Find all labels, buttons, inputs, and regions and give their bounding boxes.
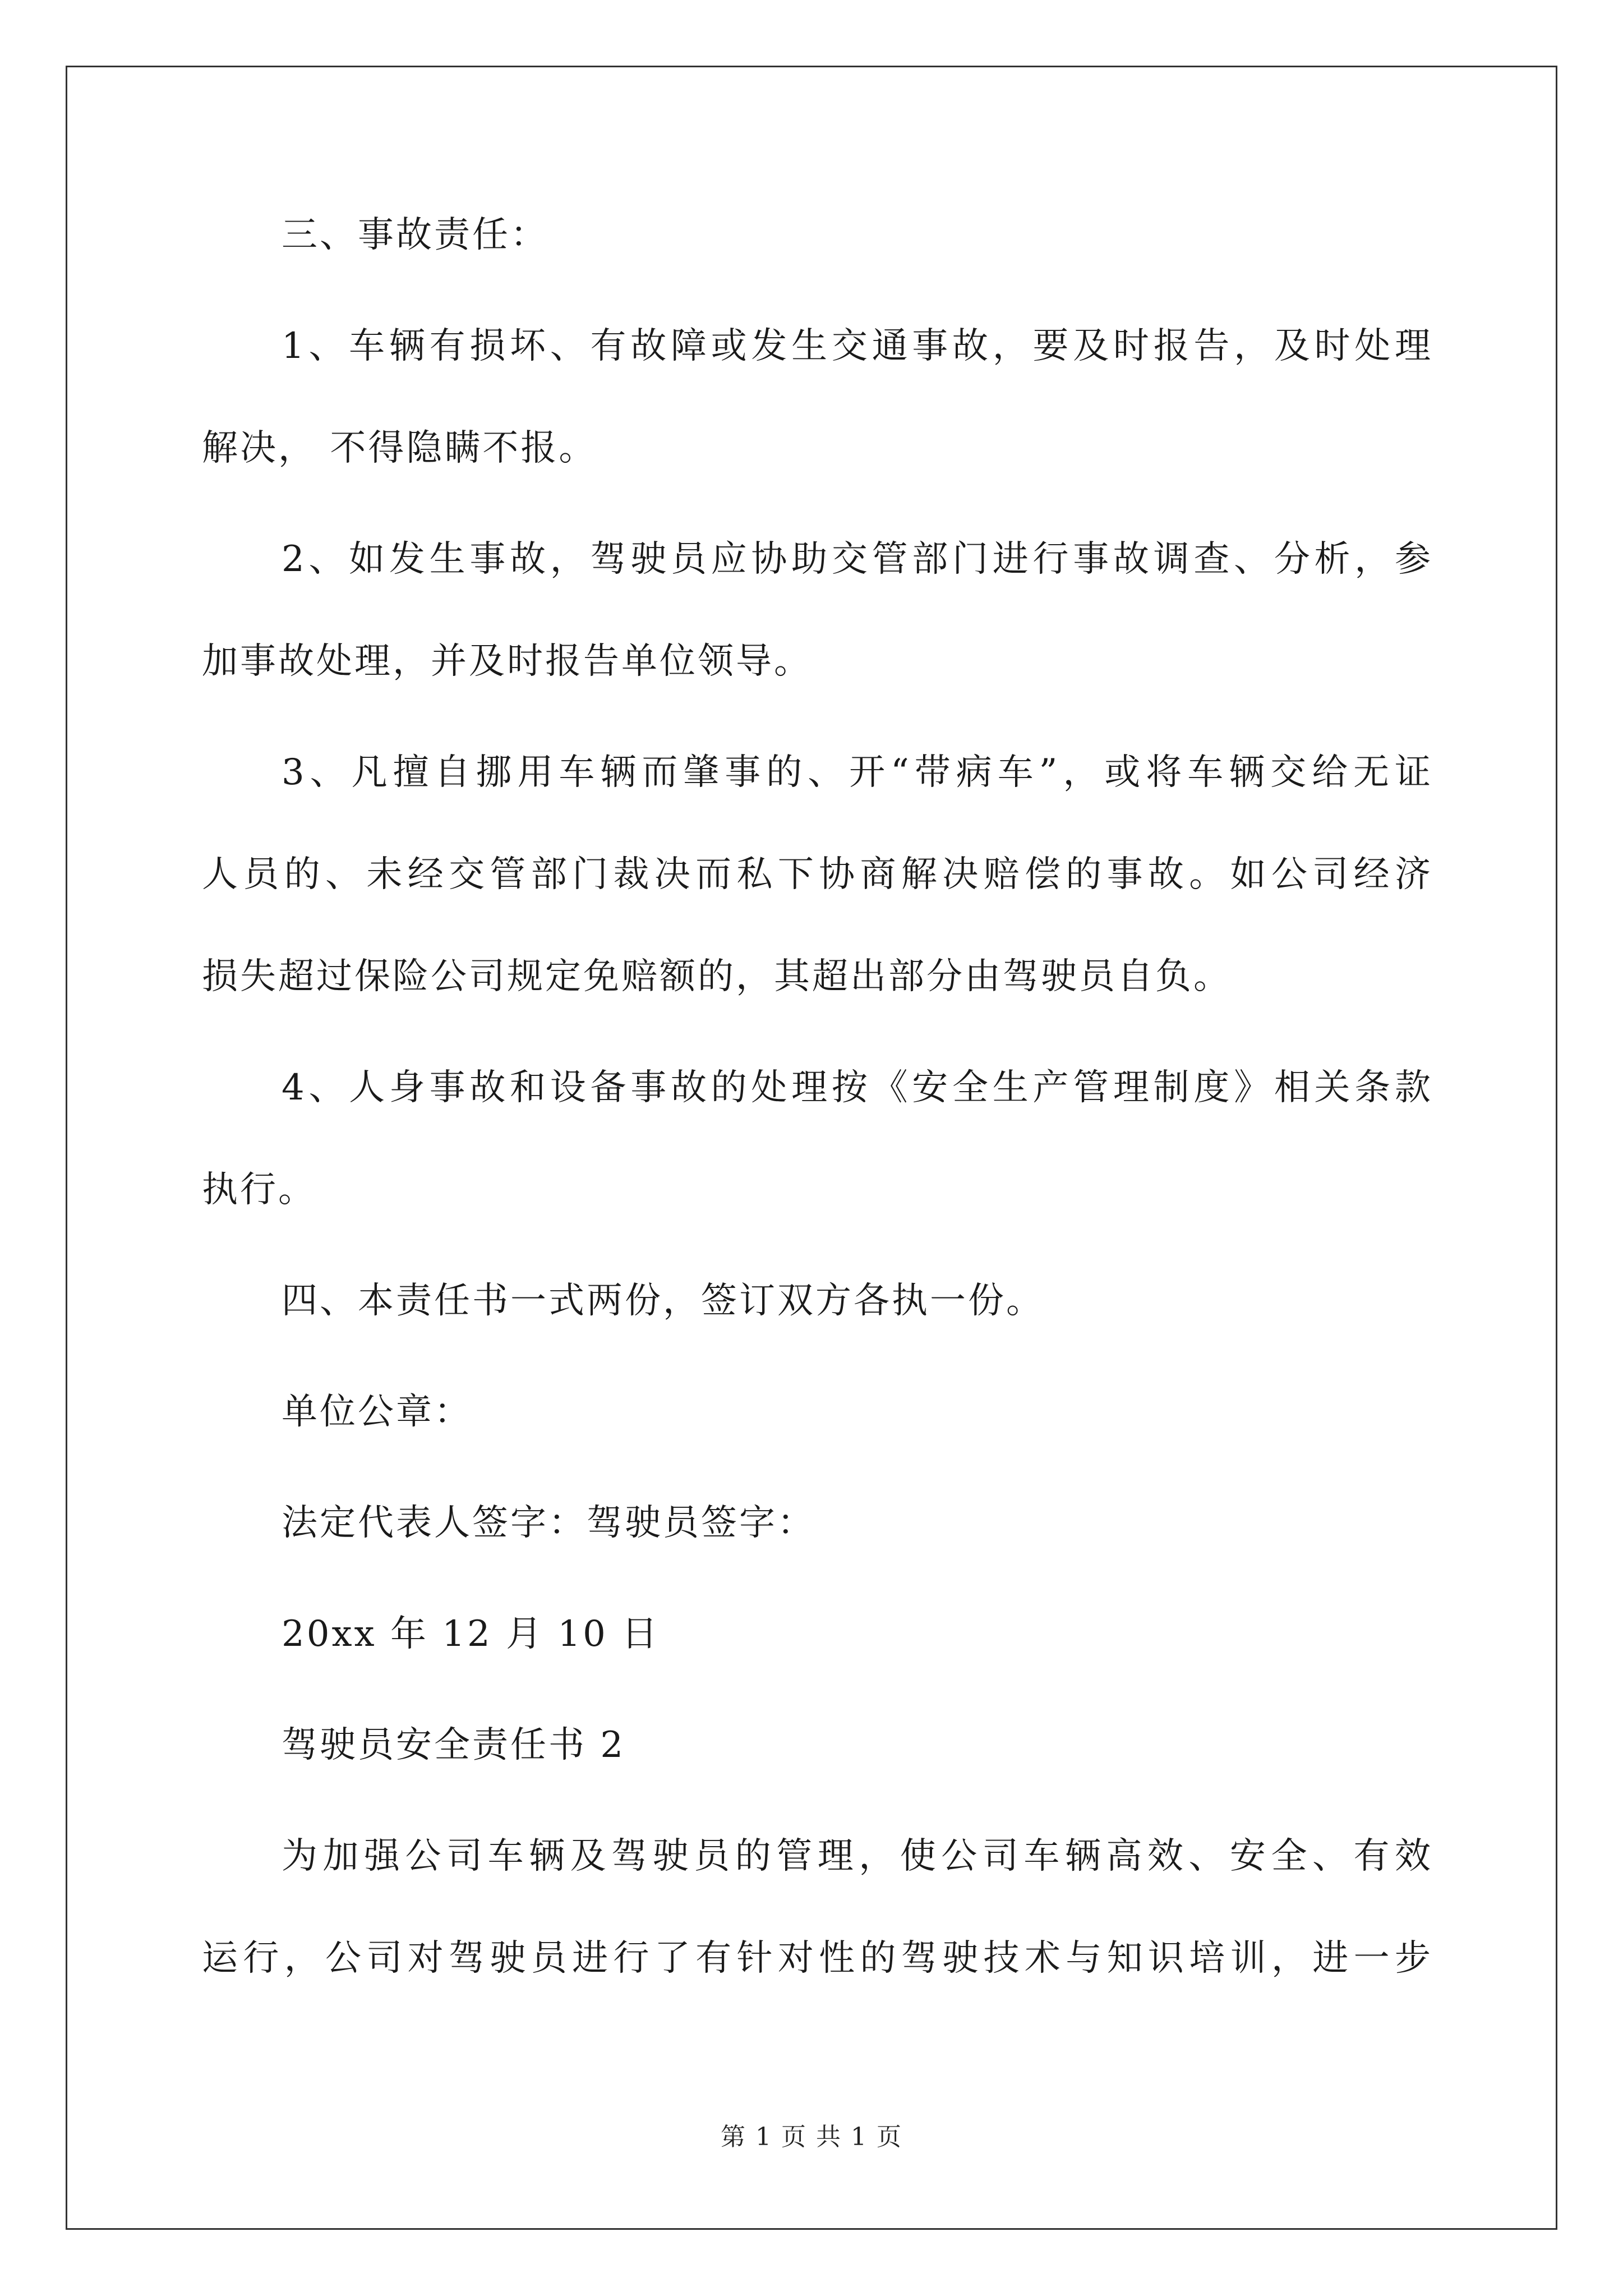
signature-label: 法定代表人签字：驾驶员签字： bbox=[282, 1502, 815, 1544]
paragraph-line: 4、人身事故和设备事故的处理按《安全生产管理制度》相关条款 bbox=[282, 1067, 1433, 1108]
paragraph-line: 3、凡擅自挪用车辆而肇事的、开“带病车”，或将车辆交给无证 bbox=[282, 752, 1433, 793]
document-title: 驾驶员安全责任书 2 bbox=[282, 1724, 626, 1766]
paragraph-line: 为加强公司车辆及驾驶员的管理，使公司车辆高效、安全、有效 bbox=[282, 1835, 1433, 1877]
document-body bbox=[202, 208, 1433, 1986]
page-number-footer: 第 1 页 共 1 页 bbox=[721, 2123, 902, 2151]
paragraph-line: 执行。 bbox=[202, 1169, 316, 1211]
paragraph-line: 2、如发生事故，驾驶员应协助交管部门进行事故调查、分析，参 bbox=[282, 539, 1433, 580]
paragraph-line: 人员的、未经交管部门裁决而私下协商解决赔偿的事故。如公司经济 bbox=[202, 854, 1433, 895]
section-heading-accident-liability: 三、事故责任： bbox=[282, 214, 548, 256]
date-line: 20xx 年 12 月 10 日 bbox=[282, 1613, 660, 1655]
paragraph-line: 加事故处理，并及时报告单位领导。 bbox=[202, 641, 812, 682]
paragraph-line: 损失超过保险公司规定免赔额的，其超出部分由驾驶员自负。 bbox=[202, 956, 1232, 997]
paragraph-line: 四、本责任书一式两份，签订双方各执一份。 bbox=[282, 1280, 1044, 1322]
paragraph-line: 1、车辆有损坏、有故障或发生交通事故，要及时报告，及时处理 bbox=[282, 325, 1433, 367]
paragraph-line: 运行，公司对驾驶员进行了有针对性的驾驶技术与知识培训，进一步 bbox=[202, 1938, 1433, 1979]
paragraph-line: 解决， 不得隐瞒不报。 bbox=[202, 427, 597, 469]
seal-label: 单位公章： bbox=[282, 1391, 472, 1433]
